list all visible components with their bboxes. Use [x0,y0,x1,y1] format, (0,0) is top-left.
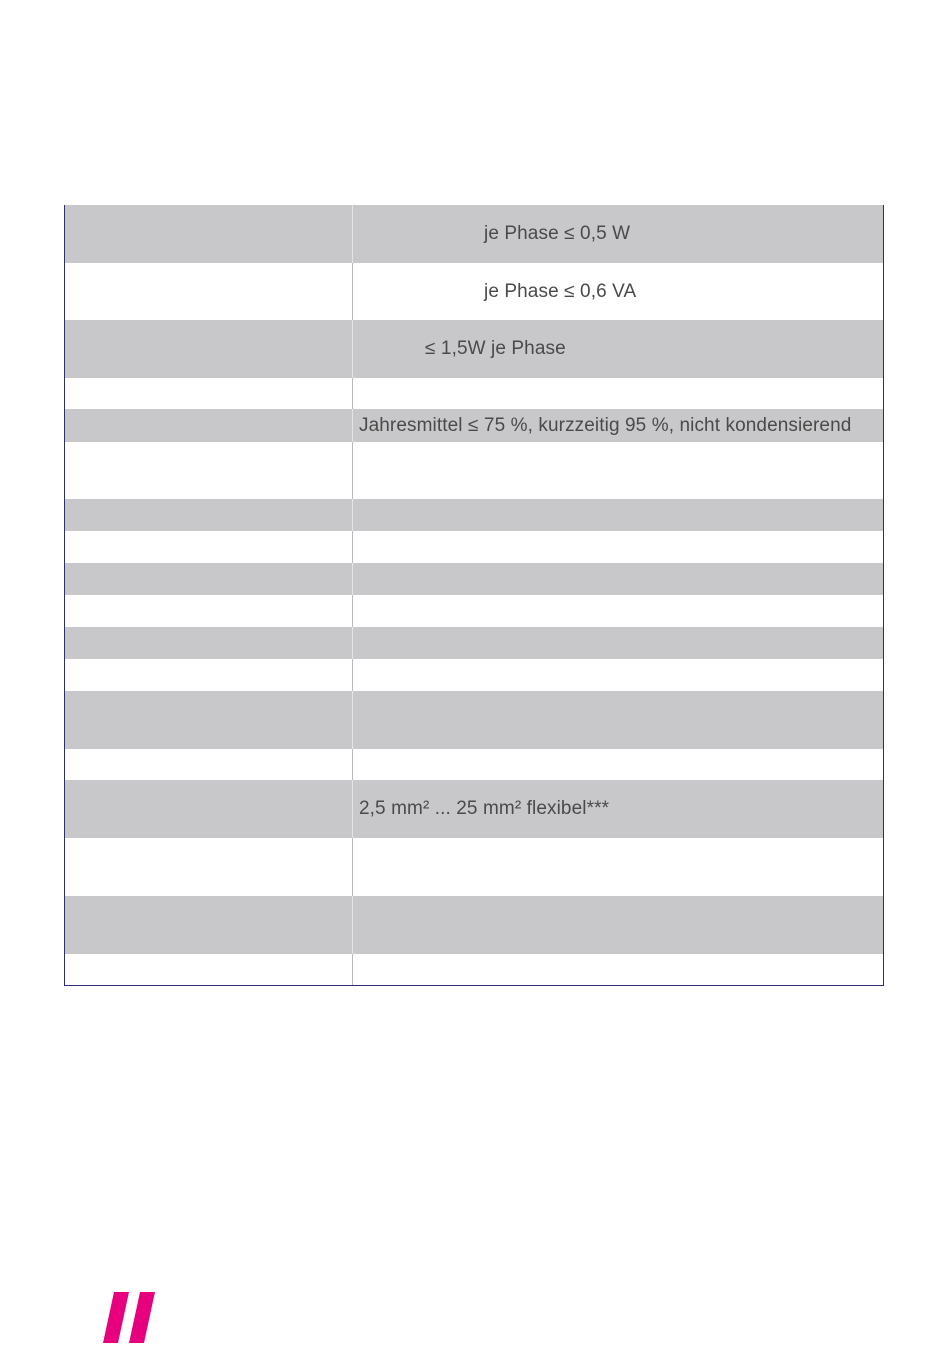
table-row [65,896,883,954]
value-text: 2,5 mm² ... 25 mm² flexibel*** [359,798,610,819]
table-row [65,531,883,563]
label-cell [65,627,353,659]
label-cell [65,320,353,378]
value-text: je Phase ≤ 0,6 VA [484,280,637,302]
value-text: je Phase ≤ 0,5 W [484,223,631,244]
value-cell [353,954,883,985]
value-cell [353,896,883,954]
label-cell [65,780,353,838]
table-row [65,780,883,838]
table-row [65,263,883,320]
table-row [65,627,883,659]
value-cell [353,595,883,627]
table-row [65,442,883,499]
value-cell [353,409,883,442]
label-cell [65,659,353,691]
value-cell [353,838,883,896]
label-cell [65,838,353,896]
label-cell [65,409,353,442]
value-cell [353,659,883,691]
label-cell [65,378,353,409]
double-slash-logo-icon [100,1292,160,1343]
table-row [65,838,883,896]
table-row [65,563,883,595]
value-cell [353,691,883,749]
label-cell [65,263,353,320]
label-cell [65,896,353,954]
label-cell [65,595,353,627]
table-row [65,749,883,780]
value-cell [353,499,883,531]
value-text: Jahresmittel ≤ 75 %, kurzzeitig 95 %, nicht kondensierend [359,414,852,436]
table-row [65,205,883,263]
label-cell [65,442,353,499]
table-row [65,954,883,985]
value-cell [353,563,883,595]
label-cell [65,531,353,563]
spec-table [64,205,884,986]
value-text: ≤ 1,5W je Phase [425,338,566,359]
value-cell [353,205,883,263]
value-cell [353,531,883,563]
table-row [65,595,883,627]
label-cell [65,499,353,531]
value-cell [353,749,883,780]
label-cell [65,691,353,749]
table-row [65,409,883,442]
table-row [65,691,883,749]
table-row [65,499,883,531]
table-row [65,659,883,691]
table-row [65,320,883,378]
value-cell [353,780,883,838]
value-cell [353,263,883,320]
value-cell [353,320,883,378]
value-cell [353,442,883,499]
table-row [65,378,883,409]
label-cell [65,749,353,780]
value-cell [353,627,883,659]
value-cell [353,378,883,409]
label-cell [65,205,353,263]
label-cell [65,563,353,595]
label-cell [65,954,353,985]
